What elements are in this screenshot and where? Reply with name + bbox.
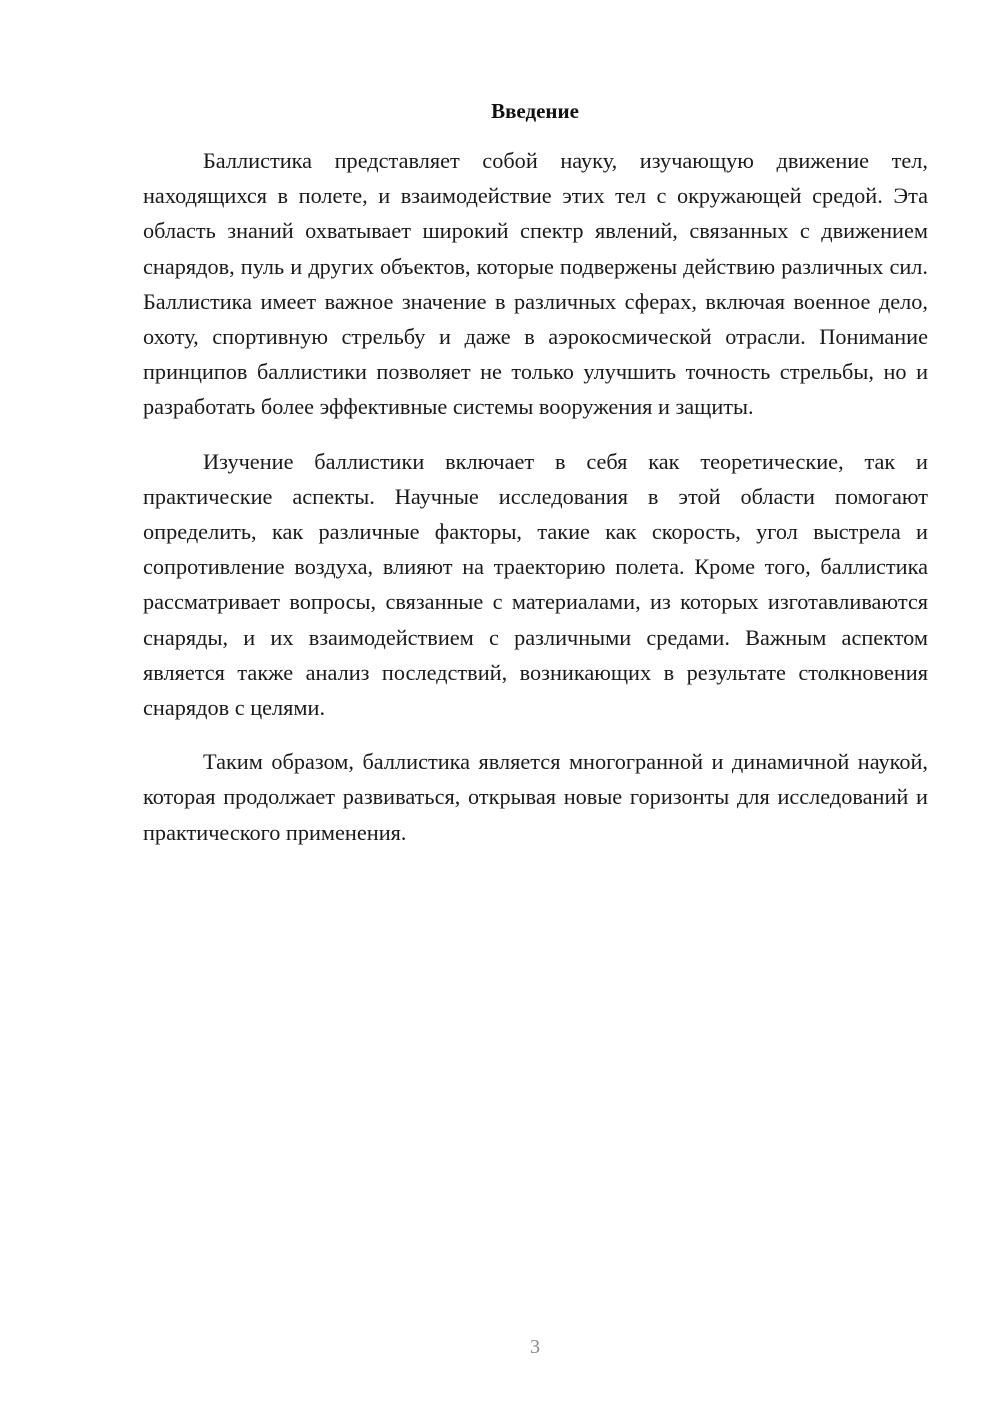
page-title: Введение: [491, 99, 579, 123]
paragraph-1: Баллистика представляет собой науку, изучающую движение тел, находящихся в полете, и взаимодействие этих тел с окружающей средой. Эта область знаний охватывает широкий спектр явлений, связанных с движением снарядов, пуль и других объектов, которые подвержены действию различных сил. Баллистика имеет важное значение в различных сферах, включая военное дело, охоту, спортивную стрельбу и даже в аэрокосмической отрасли. Понимание принципов баллистики позволяет не только улучшить точность стрельбы, но и разработать более эффективные системы вооружения и защиты.: [143, 148, 928, 420]
paragraph-3: Таким образом, баллистика является многогранной и динамичной наукой, которая продолжает развиваться, открывая новые горизонты для исследований и практического применения.: [143, 749, 928, 845]
page-number: 3: [530, 1336, 540, 1358]
body-text: [143, 143, 928, 869]
paragraph-2: Изучение баллистики включает в себя как теоретические, так и практические аспекты. Научные исследования в этой области помогают определить, как различные факторы, такие как скорость, угол выстрела и сопротивление воздуха, влияют на траекторию полета. Кроме того, баллистика рассматривает вопросы, связанные с материалами, из которых изготавливаются снаряды, и их взаимодействием с различными средами. Важным аспектом является также анализ последствий, возникающих в результате столкновения снарядов с целями.: [143, 448, 928, 721]
